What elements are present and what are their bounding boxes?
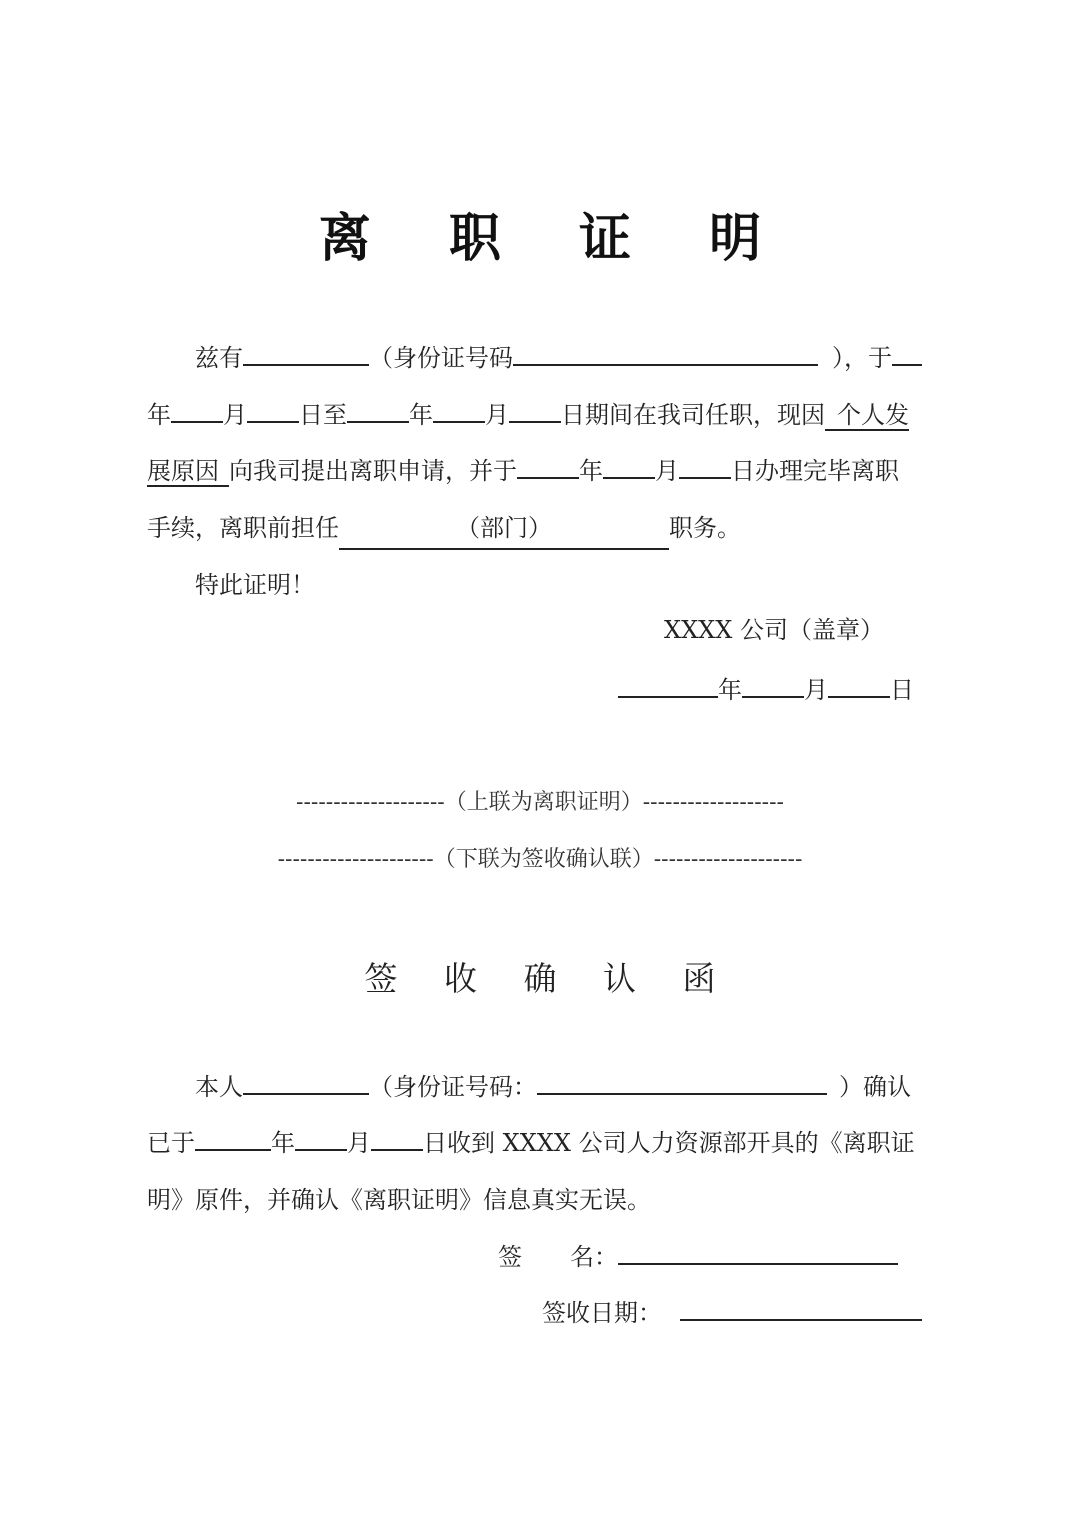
month-label-2: 月 <box>485 401 509 429</box>
since-text: ），于 <box>832 344 892 372</box>
day-to-label: 日至 <box>299 401 347 429</box>
receipt-id-label: （身份证号码： <box>369 1073 537 1101</box>
receipt-name-blank[interactable] <box>243 1071 369 1095</box>
cert-month-blank[interactable] <box>742 674 804 698</box>
receive-year-blank[interactable] <box>195 1127 271 1151</box>
receipt-line-3: 明》原件，并确认《离职证明》信息真实无误。 <box>147 1186 651 1214</box>
receipt-line-2 <box>147 1123 947 1163</box>
separator-lower: ---------------------（下联为签收确认联）-------------------- <box>277 847 803 872</box>
leave-month-blank[interactable] <box>603 455 655 479</box>
resign-text: 向我司提出离职申请，并于 <box>229 457 517 485</box>
certificate-closing <box>147 565 947 605</box>
reason-text-cont: 展原因 <box>147 457 229 487</box>
receipt-id-blank[interactable] <box>537 1071 827 1095</box>
certificate-line-2 <box>147 395 947 435</box>
end-month-blank[interactable] <box>433 399 485 423</box>
name-blank[interactable] <box>243 342 369 366</box>
receive-day-blank[interactable] <box>371 1127 423 1151</box>
certificate-date <box>618 670 914 710</box>
confirm-text: ）确认 <box>839 1073 911 1101</box>
certificate-line-4 <box>147 508 947 548</box>
signature-row <box>498 1237 898 1277</box>
signature-blank[interactable] <box>618 1241 898 1265</box>
received-text: 日收到 XXXX 公司人力资源部开具的《离职证 <box>423 1129 915 1157</box>
department-label: （部门） <box>456 514 552 542</box>
duty-text: 职务。 <box>669 514 741 542</box>
complete-text: 日办理完毕离职 <box>731 457 899 485</box>
sign-date-label: 签收日期： <box>542 1299 662 1327</box>
sign-date-blank[interactable] <box>680 1297 922 1321</box>
company-seal-text: XXXX 公司（盖章） <box>664 616 884 644</box>
department-field[interactable] <box>339 508 669 550</box>
closing-text: 特此证明！ <box>195 571 315 599</box>
cert-year-blank[interactable] <box>618 674 718 698</box>
start-day-blank[interactable] <box>247 399 299 423</box>
leave-day-blank[interactable] <box>679 455 731 479</box>
signature-label: 签 名： <box>498 1243 618 1271</box>
receive-month-blank[interactable] <box>295 1127 347 1151</box>
start-month-blank[interactable] <box>171 399 223 423</box>
certificate-line-3 <box>147 451 947 491</box>
position-text: 手续，离职前担任 <box>147 514 339 542</box>
cert-day-blank[interactable] <box>828 674 890 698</box>
month-label: 月 <box>223 401 247 429</box>
separator-upper: --------------------（上联为离职证明）------------------- <box>296 790 784 815</box>
month-label-3: 月 <box>655 457 679 485</box>
receive-year-label: 年 <box>271 1129 295 1157</box>
certificate-title: 离 职 证 明 <box>318 209 792 269</box>
receive-month-label: 月 <box>347 1129 371 1157</box>
year-label: 年 <box>147 401 171 429</box>
receipt-title: 签 收 确 认 函 <box>364 959 734 998</box>
id-label: （身份证号码 <box>369 344 513 372</box>
reason-text: 个人发 <box>825 401 909 431</box>
already-text: 已于 <box>147 1129 195 1157</box>
sign-date-row <box>542 1293 922 1333</box>
start-year-blank[interactable] <box>892 342 922 366</box>
year-label-3: 年 <box>579 457 603 485</box>
leave-year-blank[interactable] <box>517 455 579 479</box>
employment-text: 日期间在我司任职，现因 <box>561 401 825 429</box>
cert-month-label: 月 <box>804 676 828 704</box>
intro-text: 兹有 <box>195 344 243 372</box>
receipt-self-text: 本人 <box>195 1073 243 1101</box>
receipt-line-1 <box>147 1067 947 1107</box>
cert-day-label: 日 <box>890 676 914 704</box>
id-number-blank[interactable] <box>513 342 818 366</box>
cert-year-label: 年 <box>718 676 742 704</box>
year-label-2: 年 <box>409 401 433 429</box>
end-year-blank[interactable] <box>347 399 409 423</box>
end-day-blank[interactable] <box>509 399 561 423</box>
certificate-line-1 <box>147 338 947 378</box>
